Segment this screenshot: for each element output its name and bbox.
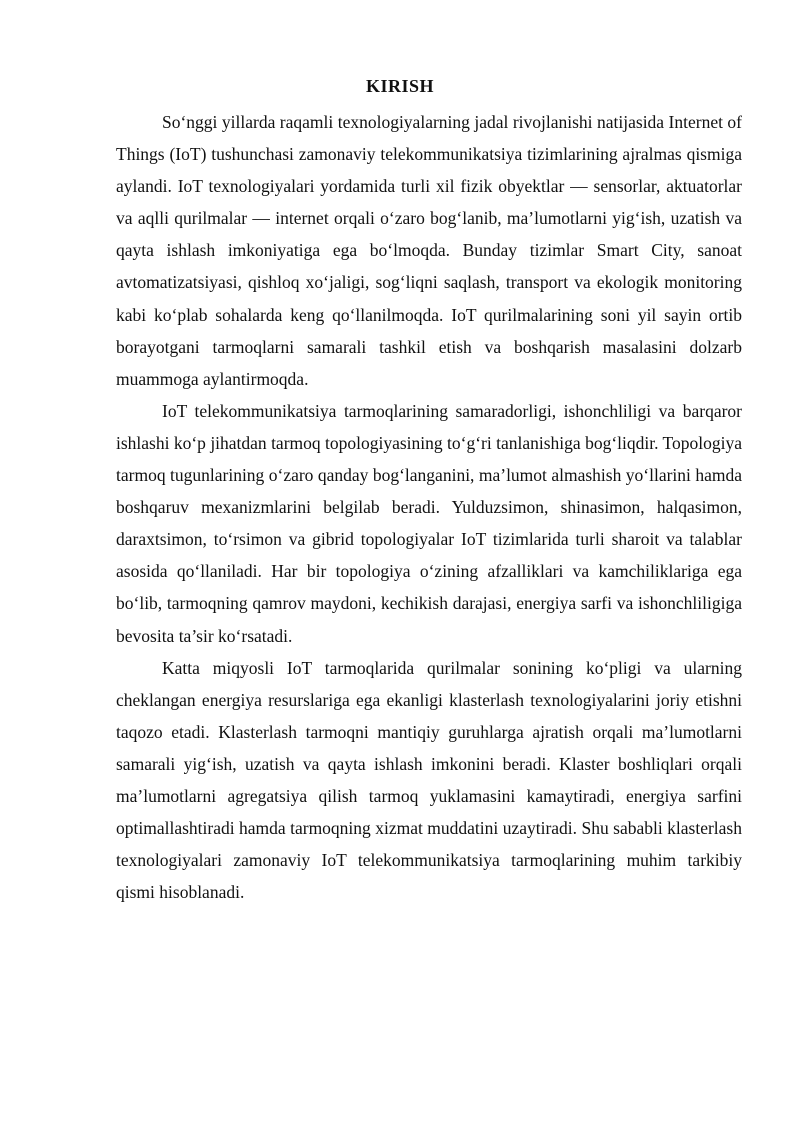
body-text [116, 106, 742, 908]
paragraph-3: Katta miqyosli IoT tarmoqlarida qurilmalar sonining ko‘pligi va ularning cheklangan energiya resurslariga ega ekanligi klasterlash texnologiyalarini joriy etishni taqozo etadi. Klasterlash tarmoqni mantiqiy guruhlarga ajratish orqali ma’lumotlarni samarali yig‘ish, uzatish va qayta ishlash imkonini beradi. Klaster boshliqlari orqali ma’lumotlarni agregatsiya qilish tarmoq yuklamasini kamaytiradi, energiya sarfini optimallashtiradi hamda tarmoqning xizmat muddatini uzaytiradi. Shu sababli klasterlash texnologiyalari zamonaviy IoT telekommunikatsiya tarmoqlarining muhim tarkibiy qismi hisoblanadi. [116, 657, 742, 903]
paragraph-2: IoT telekommunikatsiya tarmoqlarining samaradorligi, ishonchliligi va barqaror ishlashi ko‘p jihatdan tarmoq topologiyasining to‘g‘ri tanlanishiga bog‘liqdir. Topologiya tarmoq tugunlarining o‘zaro qanday bog‘langanini, ma’lumot almashish yo‘llarini hamda boshqaruv mexanizmlarini belgilab beradi. Yulduzsimon, shinasimon, halqasimon, daraxtsimon, to‘rsimon va gibrid topologiyalar IoT tizimlarida turli sharoit va talablar asosida qo‘llaniladi. Har bir topologiya o‘zining afzalliklari va kamchiliklariga ega bo‘lib, tarmoqning qamrov maydoni, kechikish darajasi, energiya sarfi va ishonchliligiga bevosita ta’sir ko‘rsatadi. [116, 400, 742, 646]
section-title: KIRISH [365, 76, 435, 96]
paragraph-1: So‘nggi yillarda raqamli texnologiyalarning jadal rivojlanishi natijasida Internet of Things (IoT) tushunchasi zamonaviy telekommunikatsiya tizimlarining ajralmas qismiga aylandi. IoT texnologiyalari yordamida turli xil fizik obyektlar — sensorlar, aktuatorlar va aqlli qurilmalar — internet orqali o‘zaro bog‘lanib, ma’lumotlarni yig‘ish, uzatish va qayta ishlash imkoniyatiga ega bo‘lmoqda. Bunday tizimlar Smart City, sanoat avtomatizatsiyasi, qishloq xo‘jaligi, sog‘liqni saqlash, transport va ekologik monitoring kabi ko‘plab sohalarda keng qo‘llanilmoqda. IoT qurilmalarining soni yil sayin ortib borayotgani tarmoqlarni samarali tashkil etish va boshqarish masalasini dolzarb muammoga aylantirmoqda. [116, 112, 742, 389]
